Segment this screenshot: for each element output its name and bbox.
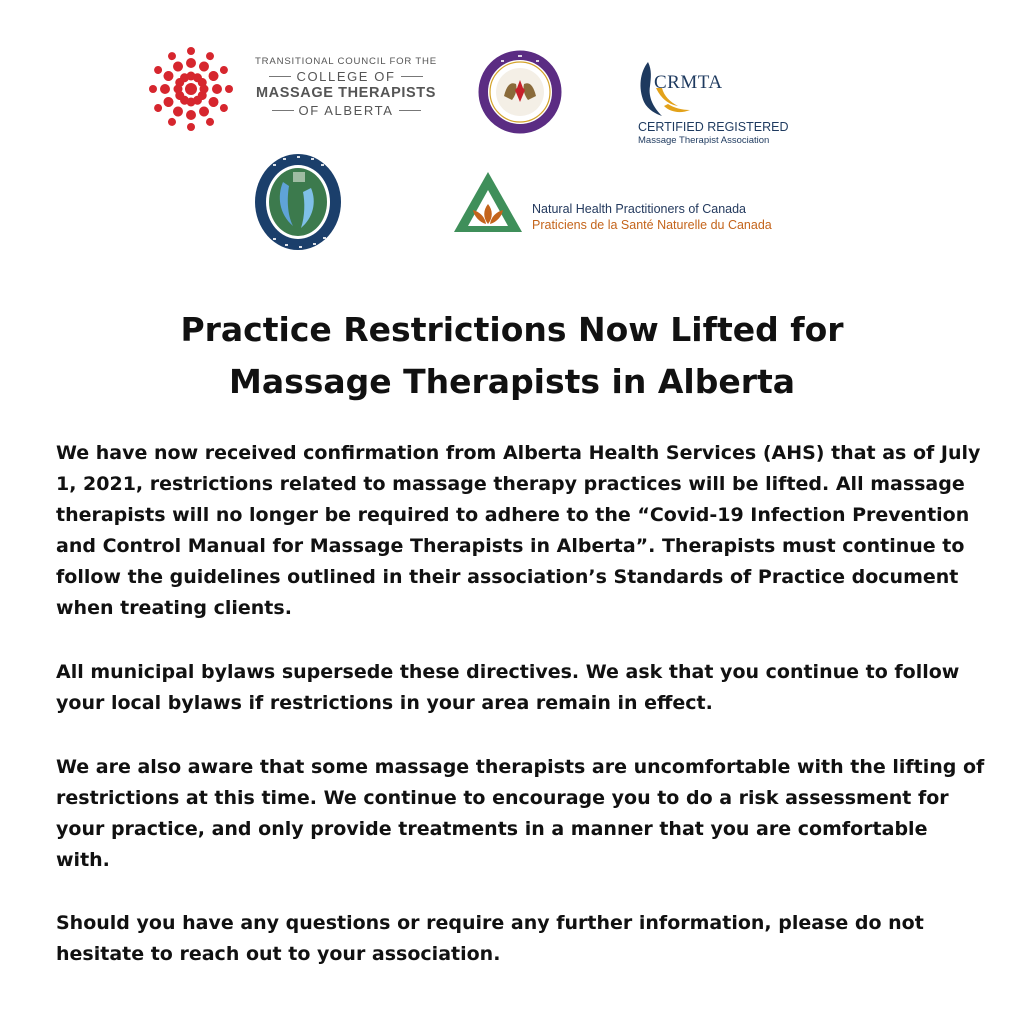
page-title [0, 304, 1024, 408]
paragraph-risk-assessment: We are also aware that some massage therapists are uncomfortable with the lifting of restrictions at this time. We continue to encourage you to do a risk assessment for your practice, and only provide treatments in a manner that you are comfortable with. [56, 756, 985, 871]
massage-therapist-association-of-alberta-logo [253, 152, 343, 252]
paragraph-restrictions-lifted: We have now received confirmation from Alberta Health Services (AHS) that as of July 1, 2021, restrictions related to massage therapy practices will be lifted. All massage therapists will no longer be required to adhere to the “Covid-19 Infection Prevention and Control Manual for Massage Therapists in Alberta”. Therapists must continue to follow the guidelines outlined in their association’s Standards of Practice document when treating clients. [56, 442, 981, 619]
title-line-1: Practice Restrictions Now Lifted for [180, 310, 844, 349]
college-of-massage-therapists-logo [148, 46, 448, 132]
college-logo-line1: TRANSITIONAL COUNCIL FOR THE [255, 56, 437, 67]
nhpc-english-name: Natural Health Practitioners of Canada [532, 202, 747, 216]
crmta-certified-registered: CERTIFIED REGISTERED [638, 120, 789, 134]
red-flower-icon [148, 46, 234, 132]
mtaa-seal-icon [253, 152, 343, 252]
college-logo-line2: COLLEGE OF [244, 69, 448, 84]
college-logo-line3: MASSAGE THERAPISTS [256, 85, 436, 101]
crmta-logo [634, 58, 798, 150]
purple-association-seal-logo [478, 50, 562, 134]
paragraph-municipal-bylaws: All municipal bylaws supersede these directives. We ask that you continue to follow your local bylaws if restrictions in your area remain in effect. [56, 661, 960, 714]
crmta-association-name: Massage Therapist Association [638, 135, 770, 146]
nhpc-french-name: Praticiens de la Santé Naturelle du Canada [532, 218, 772, 232]
seal-icon [478, 50, 562, 134]
title-line-2: Massage Therapists in Alberta [228, 362, 796, 401]
natural-health-practitioners-logo [452, 170, 812, 236]
triangle-leaf-icon [452, 170, 524, 234]
crmta-abbreviation: CRMTA [654, 72, 723, 93]
college-logo-line4: OF ALBERTA [244, 103, 448, 118]
paragraph-contact-association: Should you have any questions or require any further information, please do not hesitate to reach out to your association. [56, 912, 924, 965]
